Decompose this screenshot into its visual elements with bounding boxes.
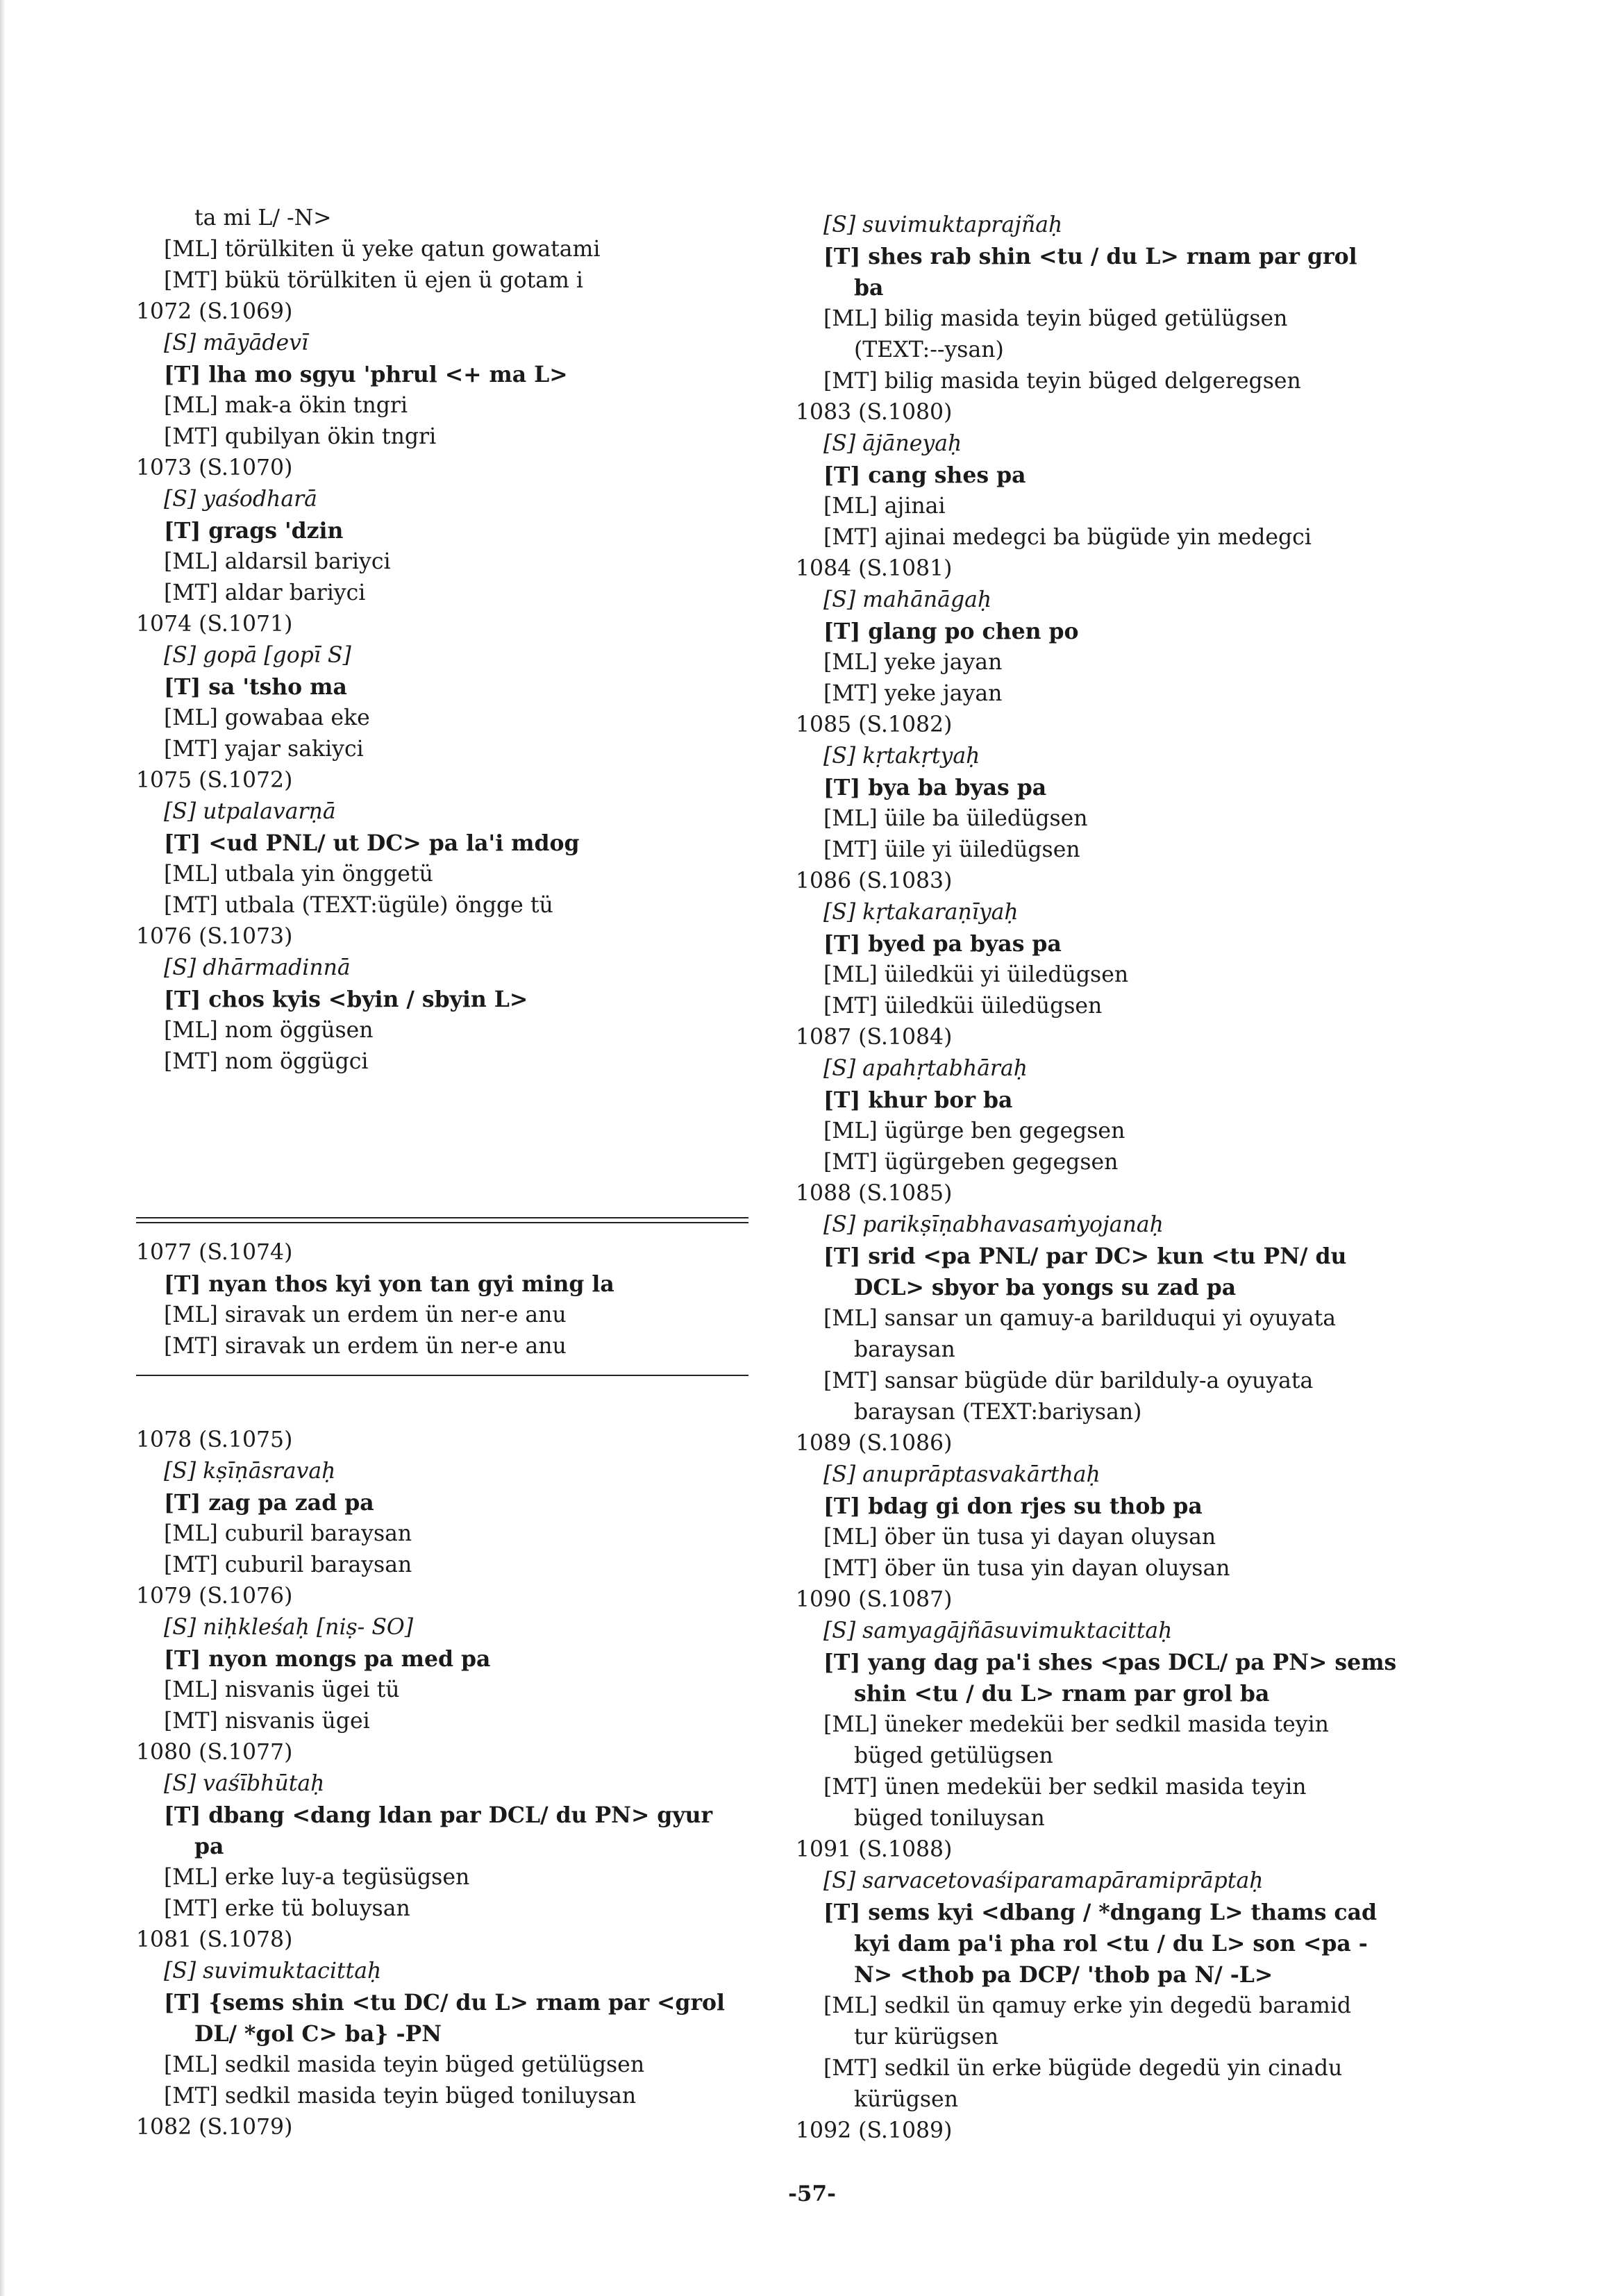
section-rule-top xyxy=(136,1217,748,1223)
entry-line-tibetan-cont: DCL> sbyor ba yongs su zad pa xyxy=(854,1275,1237,1300)
entry-line-tibetan: [T] nyon mongs pa med pa xyxy=(164,1646,491,1672)
entry-number: 1073 (S.1070) xyxy=(136,455,293,480)
section-heading-tibetan: [T] nyan thos kyi yon tan gyi ming la xyxy=(164,1271,614,1297)
entry-line: [MT] ügürgeben gegegsen xyxy=(823,1150,1119,1175)
entry-line: [MT] üile yi üiledügsen xyxy=(823,837,1080,862)
entry-line-tibetan: [T] chos kyis <byin / sbyin L> xyxy=(164,987,528,1012)
entry-line-sanskrit: [S] kṛtakaraṇīyaḥ xyxy=(823,900,1019,925)
entry-line: [ML] nom öggüsen xyxy=(164,1018,374,1043)
entry-line-sanskrit: [S] niḥkleśaḥ [niṣ- SO] xyxy=(164,1615,414,1640)
section-line: [MT] siravak un erdem ün ner-e anu xyxy=(164,1334,567,1359)
entry-line-cont: (TEXT:--ysan) xyxy=(854,337,1004,362)
entry-line-tibetan: [T] khur bor ba xyxy=(823,1087,1013,1113)
entry-line-sanskrit: [S] parikṣīṇabhavasaṁyojanaḥ xyxy=(823,1212,1164,1237)
entry-line-sanskrit: [S] dhārmadinnā xyxy=(164,955,351,980)
entry-line-sanskrit: [S] yaśodharā xyxy=(164,487,317,512)
entry-line: [ML] utbala yin önggetü xyxy=(164,862,433,887)
entry-line: [ML] ajinai xyxy=(823,494,946,519)
section-line: [ML] siravak un erdem ün ner-e anu xyxy=(164,1302,567,1327)
entry-line-sanskrit: [S] māyādevī xyxy=(164,330,309,355)
entry-line: [MT] yeke jayan xyxy=(823,681,1003,706)
entry-line-tibetan-cont: pa xyxy=(194,1834,224,1859)
entry-line: [ML] aldarsil bariyci xyxy=(164,549,391,574)
entry-line-tibetan: [T] bdag gi don rjes su thob pa xyxy=(823,1493,1203,1519)
entry-number: 1086 (S.1083) xyxy=(796,869,953,894)
entry-line: [ML] cuburil baraysan xyxy=(164,1521,412,1546)
entry-line-cont: baraysan (TEXT:bariysan) xyxy=(854,1400,1142,1425)
entry-line-cont: baraysan xyxy=(854,1337,955,1362)
entry-line: [MT] nom öggügci xyxy=(164,1049,369,1074)
entry-line: [MT] nisvanis ügei xyxy=(164,1709,370,1734)
entry-line: [ML] üile ba üiledügsen xyxy=(823,806,1088,831)
entry-line: [MT] yajar sakiyci xyxy=(164,737,364,762)
entry-line-sanskrit: [S] kṣīṇāsravaḥ xyxy=(164,1459,336,1484)
entry-line: [ML] üneker medeküi ber sedkil masida teyin xyxy=(823,1712,1329,1737)
entry-number: 1080 (S.1077) xyxy=(136,1740,293,1765)
entry-number: 1089 (S.1086) xyxy=(796,1431,953,1456)
entry-line: [MT] ünen medeküi ber sedkil masida teyin xyxy=(823,1775,1307,1800)
entry-line: [MT] sedkil masida teyin büged toniluysan xyxy=(164,2084,637,2109)
entry-number: 1085 (S.1082) xyxy=(796,712,953,737)
entry-line: [ML] sansar un qamuy-a barilduqui yi oyuyata xyxy=(823,1306,1337,1331)
entry-line: [ML] nisvanis ügei tü xyxy=(164,1677,400,1702)
entry-line: [ML] üiledküi yi üiledügsen xyxy=(823,962,1129,987)
entry-number: 1084 (S.1081) xyxy=(796,556,953,581)
entry-number: 1087 (S.1084) xyxy=(796,1025,953,1050)
entry-line-tibetan: [T] grags 'dzin xyxy=(164,518,344,544)
entry-line-tibetan: [T] {sems shin <tu DC/ du L> rnam par <grol xyxy=(164,1990,726,2016)
entry-line: [ML] sedkil ün qamuy erke yin degedü baramid xyxy=(823,1993,1352,2018)
entry-line: [MT] öber ün tusa yin dayan oluysan xyxy=(823,1556,1230,1581)
entry-line: [MT] sedkil ün erke bügüde degedü yin cinadu xyxy=(823,2056,1343,2081)
entry-line: [MT] cuburil baraysan xyxy=(164,1552,412,1577)
entry-line-sanskrit: [S] suvimuktaprajñaḥ xyxy=(823,212,1063,237)
entry-line-sanskrit: [S] mahānāgaḥ xyxy=(823,587,992,612)
entry-number: 1078 (S.1075) xyxy=(136,1427,293,1452)
entry-line: [ML] törülkiten ü yeke qatun gowatami xyxy=(164,237,601,262)
entry-line: [ML] öber ün tusa yi dayan oluysan xyxy=(823,1525,1216,1550)
entry-number: 1092 (S.1089) xyxy=(796,2118,953,2143)
entry-line-sanskrit: [S] vaśībhūtaḥ xyxy=(164,1771,325,1796)
entry-line-cont: büged getülügsen xyxy=(854,1743,1053,1768)
entry-line: [MT] ajinai medegci ba bügüde yin medegci xyxy=(823,525,1312,550)
entry-line-sanskrit: [S] kṛtakṛtyaḥ xyxy=(823,744,980,769)
entry-line-tibetan: [T] <ud PNL/ ut DC> pa la'i mdog xyxy=(164,830,580,856)
entry-number: 1081 (S.1078) xyxy=(136,1927,293,1952)
entry-line-tibetan-cont: ba xyxy=(854,275,884,301)
entry-line: [ML] ügürge ben gegegsen xyxy=(823,1118,1125,1143)
entry-line-tibetan: [T] glang po chen po xyxy=(823,619,1079,644)
entry-line-cont: tur kürügsen xyxy=(854,2025,998,2050)
entry-line: [ML] gowabaa eke xyxy=(164,705,370,730)
entry-line-tibetan: [T] sa 'tsho ma xyxy=(164,674,347,700)
entry-number: 1088 (S.1085) xyxy=(796,1181,953,1206)
entry-line: [MT] sansar bügüde dür barilduly-a oyuyata xyxy=(823,1368,1314,1393)
entry-line-sanskrit: [S] gopā [gopī S] xyxy=(164,643,351,668)
entry-line-tibetan-cont: shin <tu / du L> rnam par grol ba xyxy=(854,1681,1270,1707)
entry-line-tibetan-cont: DL/ *gol C> ba} -PN xyxy=(194,2021,442,2047)
entry-line-tibetan: [T] shes rab shin <tu / du L> rnam par grol xyxy=(823,244,1357,269)
entry-line-sanskrit: [S] sarvacetovaśiparamapāramiprāptaḥ xyxy=(823,1868,1264,1893)
entry-number: 1075 (S.1072) xyxy=(136,768,293,793)
entry-line-sanskrit: [S] suvimuktacittaḥ xyxy=(164,1959,382,1984)
entry-number: 1083 (S.1080) xyxy=(796,400,953,425)
entry-line-tibetan-cont: N> <thob pa DCP/ 'thob pa N/ -L> xyxy=(854,1962,1273,1988)
entry-line-cont: büged toniluysan xyxy=(854,1806,1045,1831)
entry-line: [MT] erke tü boluysan xyxy=(164,1896,410,1921)
entry-line: ta mi L/ -N> xyxy=(194,206,332,231)
entry-line-tibetan: [T] bya ba byas pa xyxy=(823,775,1047,801)
entry-line-sanskrit: [S] apahṛtabhāraḥ xyxy=(823,1056,1028,1081)
entry-line-sanskrit: [S] anuprāptasvakārthaḥ xyxy=(823,1462,1100,1487)
entry-line: [MT] utbala (TEXT:ügüle) öngge tü xyxy=(164,893,553,918)
entry-line-cont: kürügsen xyxy=(854,2087,958,2112)
entry-line-tibetan: [T] byed pa byas pa xyxy=(823,931,1062,957)
entry-number: 1082 (S.1079) xyxy=(136,2115,293,2140)
entry-line-sanskrit: [S] utpalavarṇā xyxy=(164,799,336,824)
page-number: -57- xyxy=(788,2181,836,2206)
entry-line: [ML] sedkil masida teyin büged getülügsen xyxy=(164,2052,645,2077)
entry-line-tibetan: [T] lha mo sgyu 'phrul <+ ma L> xyxy=(164,362,568,387)
entry-number: 1072 (S.1069) xyxy=(136,299,293,324)
entry-number: 1074 (S.1071) xyxy=(136,612,293,637)
entry-line-tibetan: [T] cang shes pa xyxy=(823,462,1026,488)
entry-line: [MT] bükü törülkiten ü ejen ü gotam i xyxy=(164,268,583,293)
entry-line: [MT] qubilyan ökin tngri xyxy=(164,424,437,449)
section-entry-number: 1077 (S.1074) xyxy=(136,1240,293,1265)
entry-number: 1090 (S.1087) xyxy=(796,1587,953,1612)
entry-number: 1079 (S.1076) xyxy=(136,1584,293,1609)
entry-line: [MT] üiledküi üiledügsen xyxy=(823,994,1103,1019)
entry-line-tibetan: [T] srid <pa PNL/ par DC> kun <tu PN/ du xyxy=(823,1243,1347,1269)
entry-line-tibetan: [T] dbang <dang ldan par DCL/ du PN> gyur xyxy=(164,1802,713,1828)
entry-line: [ML] bilig masida teyin büged getülügsen xyxy=(823,306,1288,331)
entry-line: [MT] bilig masida teyin büged delgeregsen xyxy=(823,369,1301,394)
entry-number: 1076 (S.1073) xyxy=(136,924,293,949)
entry-line-sanskrit: [S] samyagājñāsuvimuktacittaḥ xyxy=(823,1618,1173,1643)
scan-edge-shadow xyxy=(0,0,6,2296)
entry-line-tibetan: [T] zag pa zad pa xyxy=(164,1490,374,1516)
entry-line: [ML] yeke jayan xyxy=(823,650,1003,675)
entry-line: [ML] erke luy-a tegüsügsen xyxy=(164,1865,470,1890)
section-rule-bottom xyxy=(136,1375,748,1376)
entry-line: [ML] mak-a ökin tngri xyxy=(164,393,408,418)
entry-number: 1091 (S.1088) xyxy=(796,1837,953,1862)
entry-line-tibetan: [T] yang dag pa'i shes <pas DCL/ pa PN> sems xyxy=(823,1650,1397,1675)
entry-line-tibetan-cont: kyi dam pa'i pha rol <tu / du L> son <pa - xyxy=(854,1931,1368,1956)
entry-line-sanskrit: [S] ājāneyaḥ xyxy=(823,431,962,456)
entry-line-tibetan: [T] sems kyi <dbang / *dngang L> thams cad xyxy=(823,1900,1378,1925)
entry-line: [MT] aldar bariyci xyxy=(164,580,366,605)
